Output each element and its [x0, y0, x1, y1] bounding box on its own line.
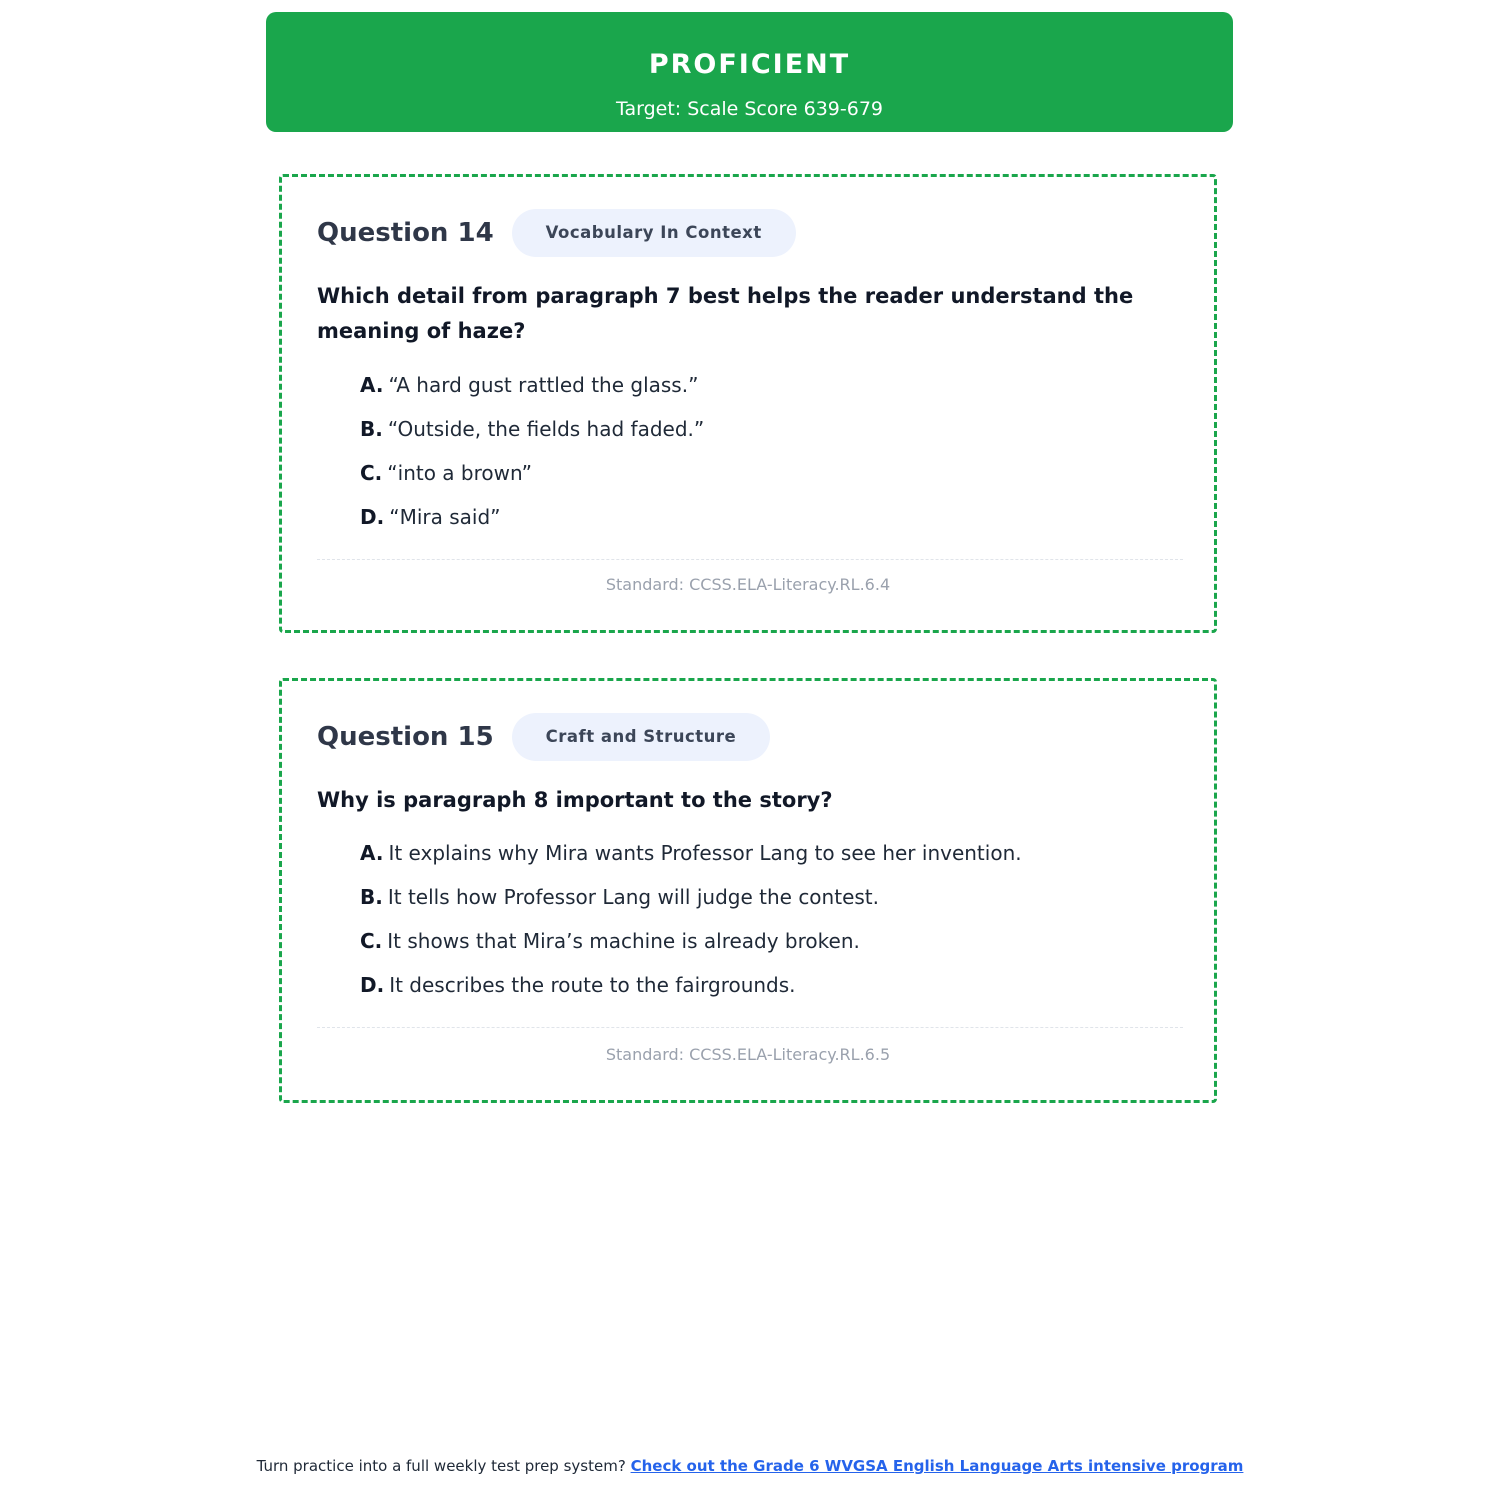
option-text: It explains why Mira wants Professor Lang to see her invention. [388, 841, 1022, 865]
program-link[interactable]: Check out the Grade 6 WVGSA English Language Arts intensive program [630, 1457, 1244, 1475]
option-letter: C. [360, 929, 383, 953]
answer-option-c[interactable] [360, 451, 704, 495]
question-header [317, 713, 770, 761]
question-category-tag: Craft and Structure [512, 713, 771, 761]
divider [317, 559, 1183, 560]
proficiency-banner [266, 12, 1233, 132]
option-letter: A. [360, 373, 384, 397]
answer-option-c[interactable] [360, 919, 1022, 963]
answer-option-b[interactable] [360, 407, 704, 451]
question-card-15 [279, 678, 1217, 1103]
option-letter: C. [360, 461, 383, 485]
answer-option-b[interactable] [360, 875, 1022, 919]
option-text: It describes the route to the fairgrounds. [389, 973, 796, 997]
option-letter: B. [360, 885, 383, 909]
option-text: “Outside, the fields had faded.” [387, 417, 705, 441]
divider [317, 1027, 1183, 1028]
answer-option-d[interactable] [360, 495, 704, 539]
option-letter: D. [360, 505, 385, 529]
footer-text: Turn practice into a full weekly test prep system? [256, 1457, 626, 1475]
question-prompt: Which detail from paragraph 7 best helps the reader understand the meaning of haze? [317, 284, 1134, 343]
answer-options [360, 831, 1022, 1007]
option-text: “Mira said” [389, 505, 501, 529]
footer-promo [0, 1457, 1500, 1475]
question-prompt: Why is paragraph 8 important to the story? [317, 788, 833, 812]
question-number: Question 15 [317, 722, 494, 752]
answer-option-a[interactable] [360, 363, 704, 407]
answer-option-a[interactable] [360, 831, 1022, 875]
question-header [317, 209, 796, 257]
option-text: It tells how Professor Lang will judge the contest. [387, 885, 879, 909]
option-text: “into a brown” [387, 461, 532, 485]
standard-label: Standard: CCSS.ELA-Literacy.RL.6.5 [605, 1045, 891, 1064]
option-letter: D. [360, 973, 385, 997]
question-number: Question 14 [317, 218, 494, 248]
option-letter: A. [360, 841, 384, 865]
answer-options [360, 363, 704, 539]
option-text: It shows that Mira’s machine is already broken. [387, 929, 860, 953]
banner-title: PROFICIENT [648, 49, 851, 80]
answer-option-d[interactable] [360, 963, 1022, 1007]
banner-subtitle: Target: Scale Score 639-679 [615, 98, 884, 120]
standard-label: Standard: CCSS.ELA-Literacy.RL.6.4 [605, 575, 891, 594]
question-card-14 [279, 174, 1217, 633]
option-text: “A hard gust rattled the glass.” [388, 373, 699, 397]
question-category-tag: Vocabulary In Context [512, 209, 796, 257]
option-letter: B. [360, 417, 383, 441]
